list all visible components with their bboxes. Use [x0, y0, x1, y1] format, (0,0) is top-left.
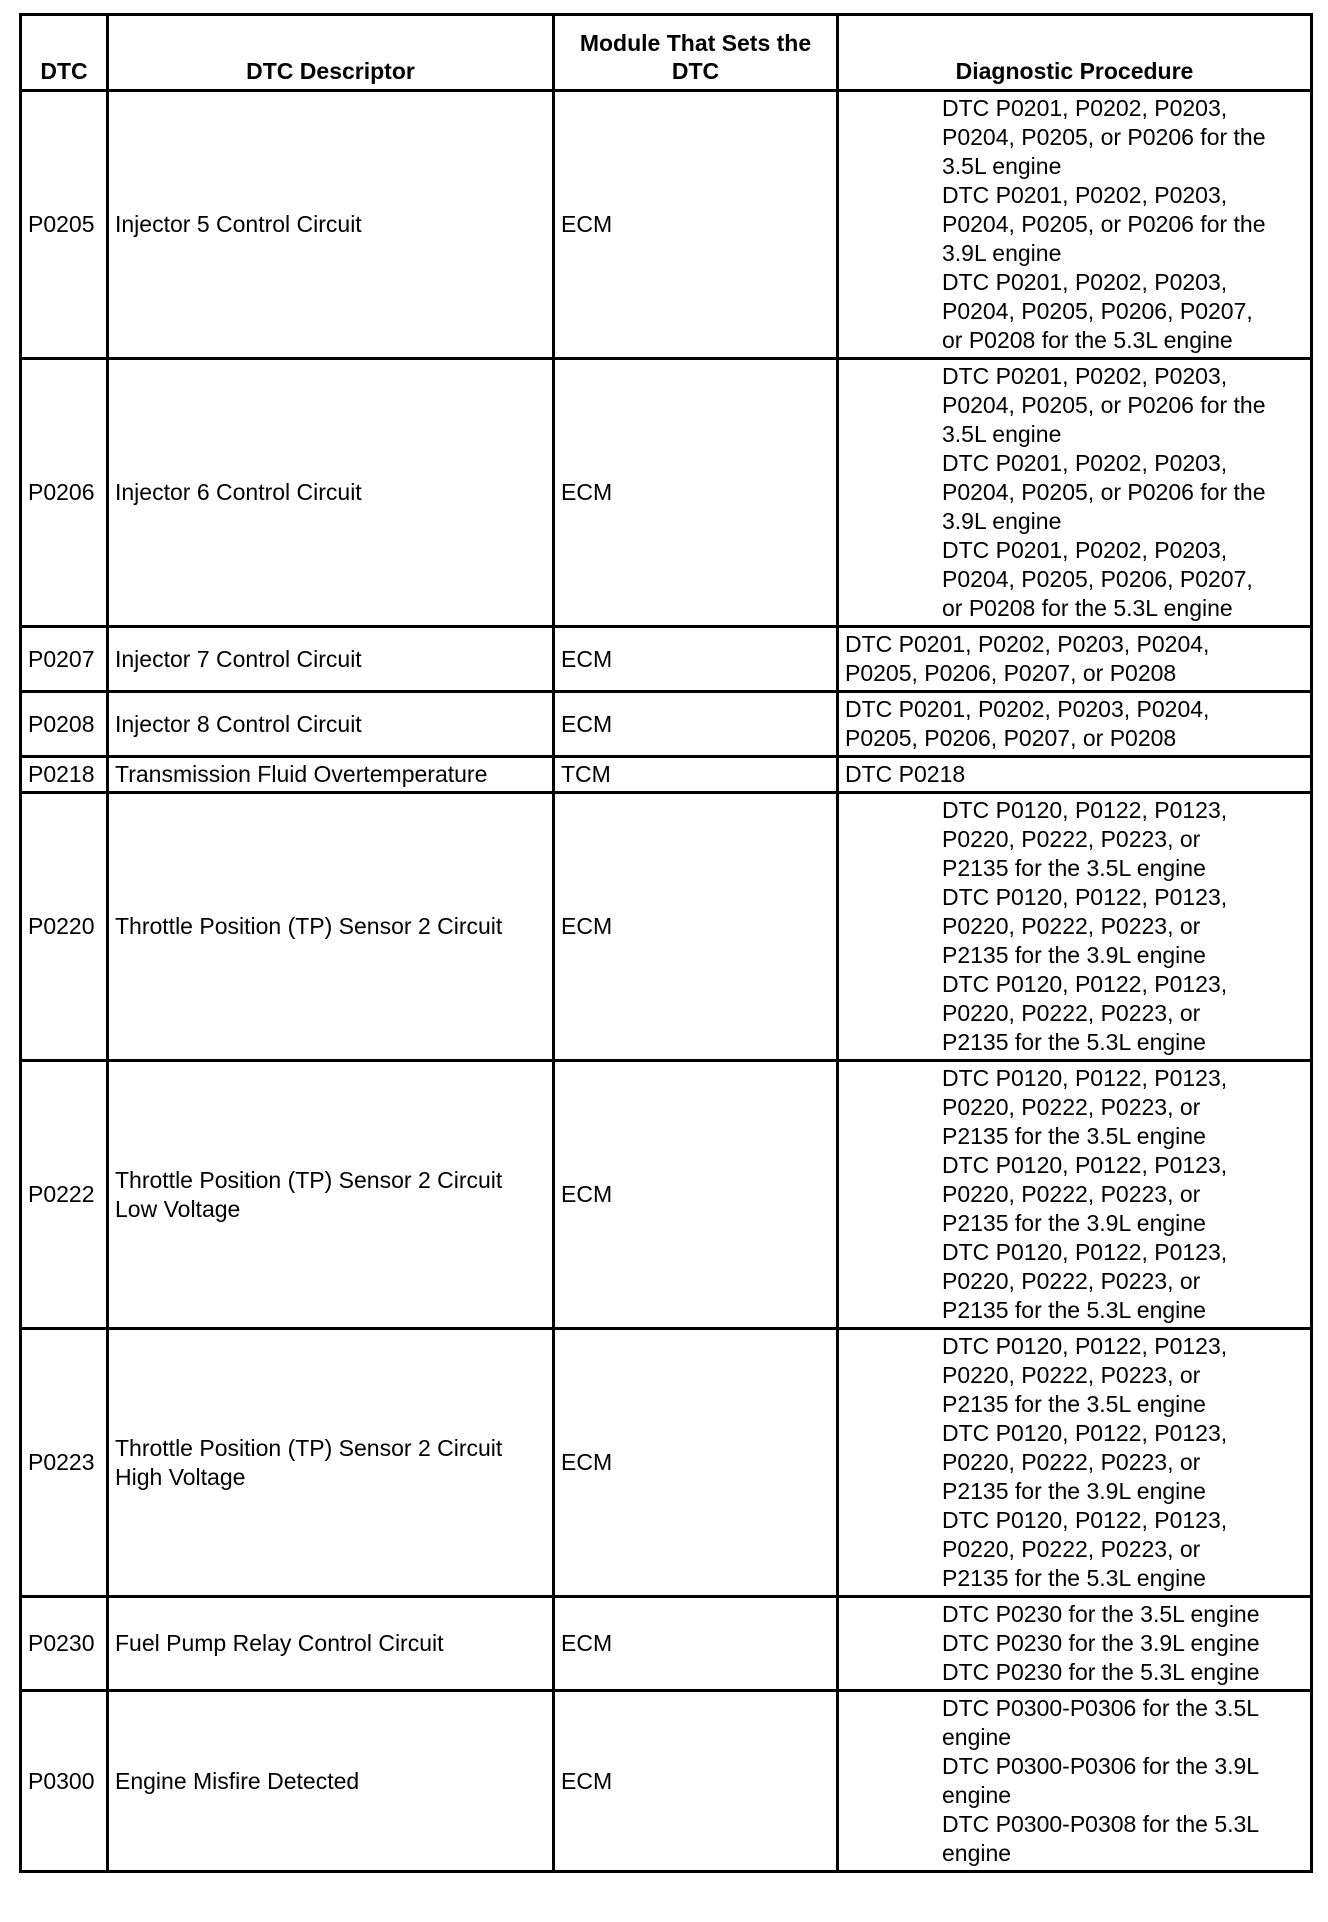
descriptor-line: High Voltage: [115, 1463, 246, 1490]
module-cell: ECM: [554, 91, 838, 359]
dtc-descriptor-cell: [108, 793, 554, 1061]
procedure-line: DTC P0230 for the 3.9L engine: [942, 1630, 1260, 1656]
procedure-line: DTC P0120, P0122, P0123,: [942, 1065, 1228, 1091]
table-row: [21, 1691, 1312, 1872]
table-row: [21, 359, 1312, 627]
diagnostic-procedure-cell: [838, 1061, 1312, 1329]
descriptor-line: Injector 5 Control Circuit: [115, 211, 362, 237]
header-module: [554, 15, 838, 91]
procedure-line: P0220, P0222, P0223, or: [942, 1449, 1201, 1475]
procedure-text: [845, 628, 1306, 690]
descriptor-line: Injector 6 Control Circuit: [115, 479, 362, 505]
diagnostic-procedure-cell: [838, 692, 1312, 757]
procedure-line: P2135 for the 5.3L engine: [942, 1029, 1206, 1055]
dtc-code-cell: P0205: [21, 91, 108, 359]
procedure-text: [845, 693, 1306, 755]
module-cell: ECM: [554, 1061, 838, 1329]
procedure-line: P2135 for the 3.5L engine: [942, 855, 1206, 881]
header-dtc: DTC: [21, 15, 108, 91]
procedure-line: P0204, P0205, or P0206 for the: [942, 479, 1266, 505]
diagnostic-procedure-cell: [838, 627, 1312, 692]
table-row: [21, 1329, 1312, 1597]
diagnostic-procedure-cell: [838, 91, 1312, 359]
module-cell: ECM: [554, 359, 838, 627]
table-row: [21, 692, 1312, 757]
procedure-line: P0204, P0205, P0206, P0207,: [942, 566, 1253, 592]
procedure-line: P0220, P0222, P0223, or: [942, 1094, 1201, 1120]
procedure-line: 3.9L engine: [942, 508, 1062, 534]
table-body: [21, 91, 1312, 1872]
table-row: [21, 1061, 1312, 1329]
diagnostic-procedure-cell: [838, 757, 1312, 793]
dtc-descriptor-cell: [108, 1597, 554, 1691]
diagnostic-procedure-cell: [838, 1691, 1312, 1872]
procedure-line: DTC P0120, P0122, P0123,: [942, 884, 1228, 910]
dtc-code-cell: P0207: [21, 627, 108, 692]
procedure-line: DTC P0300-P0306 for the 3.5L: [942, 1695, 1260, 1721]
dtc-descriptor-cell: [108, 627, 554, 692]
procedure-line: DTC P0201, P0202, P0203,: [942, 269, 1228, 295]
procedure-line: or P0208 for the 5.3L engine: [942, 595, 1233, 621]
header-module-line2: DTC: [671, 58, 720, 84]
procedure-line: DTC P0120, P0122, P0123,: [942, 1333, 1228, 1359]
dtc-code-cell: P0206: [21, 359, 108, 627]
procedure-line: DTC P0120, P0122, P0123,: [942, 971, 1228, 997]
procedure-line: P0205, P0206, P0207, or P0208: [845, 725, 1177, 751]
dtc-descriptor-cell: [108, 91, 554, 359]
procedure-line: P2135 for the 3.9L engine: [942, 1210, 1206, 1236]
diagnostic-procedure-cell: [838, 1329, 1312, 1597]
procedure-text: [942, 794, 1306, 1059]
procedure-line: P0204, P0205, or P0206 for the: [942, 392, 1266, 418]
procedure-text: [942, 1062, 1306, 1327]
procedure-line: P2135 for the 3.5L engine: [942, 1123, 1206, 1149]
module-cell: ECM: [554, 692, 838, 757]
dtc-code-cell: P0220: [21, 793, 108, 1061]
dtc-descriptor-cell: [108, 692, 554, 757]
procedure-line: DTC P0201, P0202, P0203, P0204,: [845, 631, 1210, 657]
procedure-line: P0204, P0205, or P0206 for the: [942, 211, 1266, 237]
procedure-line: DTC P0230 for the 3.5L engine: [942, 1601, 1260, 1627]
procedure-line: DTC P0300-P0306 for the 3.9L: [942, 1753, 1260, 1779]
procedure-line: DTC P0120, P0122, P0123,: [942, 1152, 1228, 1178]
table-row: [21, 793, 1312, 1061]
module-cell: ECM: [554, 793, 838, 1061]
dtc-descriptor-cell: [108, 1329, 554, 1597]
dtc-table: [19, 13, 1313, 1873]
table-row: [21, 627, 1312, 692]
dtc-document: [19, 13, 1310, 1873]
dtc-descriptor-cell: [108, 1691, 554, 1872]
procedure-line: DTC P0201, P0202, P0203,: [942, 363, 1228, 389]
procedure-line: P0204, P0205, or P0206 for the: [942, 124, 1266, 150]
procedure-line: 3.5L engine: [942, 153, 1062, 179]
dtc-code-cell: P0230: [21, 1597, 108, 1691]
procedure-line: P0205, P0206, P0207, or P0208: [845, 660, 1177, 686]
procedure-line: DTC P0201, P0202, P0203,: [942, 95, 1228, 121]
procedure-line: P0220, P0222, P0223, or: [942, 1362, 1201, 1388]
dtc-code-cell: P0223: [21, 1329, 108, 1597]
procedure-line: P2135 for the 5.3L engine: [942, 1297, 1206, 1323]
procedure-line: DTC P0201, P0202, P0203,: [942, 182, 1228, 208]
descriptor-line: Engine Misfire Detected: [115, 1767, 360, 1794]
descriptor-line: Fuel Pump Relay Control Circuit: [115, 1630, 444, 1656]
descriptor-line: Injector 8 Control Circuit: [115, 710, 362, 737]
module-cell: ECM: [554, 1597, 838, 1691]
header-module-line1: Module That Sets the: [579, 30, 812, 56]
procedure-line: or P0208 for the 5.3L engine: [942, 327, 1233, 353]
procedure-line: DTC P0218: [845, 761, 966, 787]
dtc-descriptor-cell: [108, 359, 554, 627]
dtc-code-cell: P0208: [21, 692, 108, 757]
header-procedure: Diagnostic Procedure: [838, 15, 1312, 91]
procedure-line: DTC P0120, P0122, P0123,: [942, 1507, 1228, 1533]
procedure-line: 3.5L engine: [942, 421, 1062, 447]
procedure-text: [942, 92, 1306, 357]
procedure-line: DTC P0120, P0122, P0123,: [942, 1239, 1228, 1265]
module-cell: ECM: [554, 1691, 838, 1872]
procedure-line: P2135 for the 3.9L engine: [942, 942, 1206, 968]
descriptor-line: Throttle Position (TP) Sensor 2 Circuit: [115, 913, 503, 939]
procedure-line: P0220, P0222, P0223, or: [942, 1000, 1201, 1026]
procedure-line: P2135 for the 3.5L engine: [942, 1391, 1206, 1417]
descriptor-line: Throttle Position (TP) Sensor 2 Circuit: [115, 1166, 503, 1193]
procedure-line: engine: [942, 1840, 1012, 1866]
module-cell: TCM: [554, 757, 838, 793]
procedure-line: P0204, P0205, P0206, P0207,: [942, 298, 1253, 324]
procedure-line: P0220, P0222, P0223, or: [942, 826, 1201, 852]
procedure-line: P2135 for the 5.3L engine: [942, 1565, 1206, 1591]
procedure-text: [942, 360, 1306, 625]
procedure-line: DTC P0201, P0202, P0203,: [942, 450, 1228, 476]
procedure-line: P0220, P0222, P0223, or: [942, 1181, 1201, 1207]
table-row: [21, 757, 1312, 793]
descriptor-line: Transmission Fluid Overtemperature: [115, 761, 488, 787]
procedure-text: [942, 1330, 1306, 1595]
procedure-line: DTC P0120, P0122, P0123,: [942, 1420, 1228, 1446]
table-header-row: [21, 15, 1312, 91]
dtc-code-cell: P0218: [21, 757, 108, 793]
procedure-line: DTC P0120, P0122, P0123,: [942, 797, 1228, 823]
dtc-code-cell: P0222: [21, 1061, 108, 1329]
procedure-line: P0220, P0222, P0223, or: [942, 1268, 1201, 1294]
header-descriptor: DTC Descriptor: [108, 15, 554, 91]
dtc-code-cell: P0300: [21, 1691, 108, 1872]
procedure-line: DTC P0201, P0202, P0203, P0204,: [845, 696, 1210, 722]
module-cell: ECM: [554, 627, 838, 692]
diagnostic-procedure-cell: [838, 793, 1312, 1061]
procedure-text: [942, 1598, 1306, 1689]
diagnostic-procedure-cell: [838, 359, 1312, 627]
procedure-line: P0220, P0222, P0223, or: [942, 1536, 1201, 1562]
procedure-line: DTC P0230 for the 5.3L engine: [942, 1659, 1260, 1685]
table-row: [21, 91, 1312, 359]
procedure-text: [845, 758, 1306, 791]
procedure-line: P0220, P0222, P0223, or: [942, 913, 1201, 939]
module-cell: ECM: [554, 1329, 838, 1597]
procedure-line: engine: [942, 1724, 1012, 1750]
dtc-descriptor-cell: [108, 1061, 554, 1329]
table-row: [21, 1597, 1312, 1691]
descriptor-line: Throttle Position (TP) Sensor 2 Circuit: [115, 1434, 503, 1461]
procedure-line: DTC P0201, P0202, P0203,: [942, 537, 1228, 563]
procedure-text: [942, 1692, 1306, 1870]
procedure-line: 3.9L engine: [942, 240, 1062, 266]
procedure-line: engine: [942, 1782, 1012, 1808]
descriptor-line: Low Voltage: [115, 1195, 241, 1222]
dtc-descriptor-cell: [108, 757, 554, 793]
diagnostic-procedure-cell: [838, 1597, 1312, 1691]
procedure-line: P2135 for the 3.9L engine: [942, 1478, 1206, 1504]
descriptor-line: Injector 7 Control Circuit: [115, 645, 362, 672]
procedure-line: DTC P0300-P0308 for the 5.3L: [942, 1811, 1260, 1837]
